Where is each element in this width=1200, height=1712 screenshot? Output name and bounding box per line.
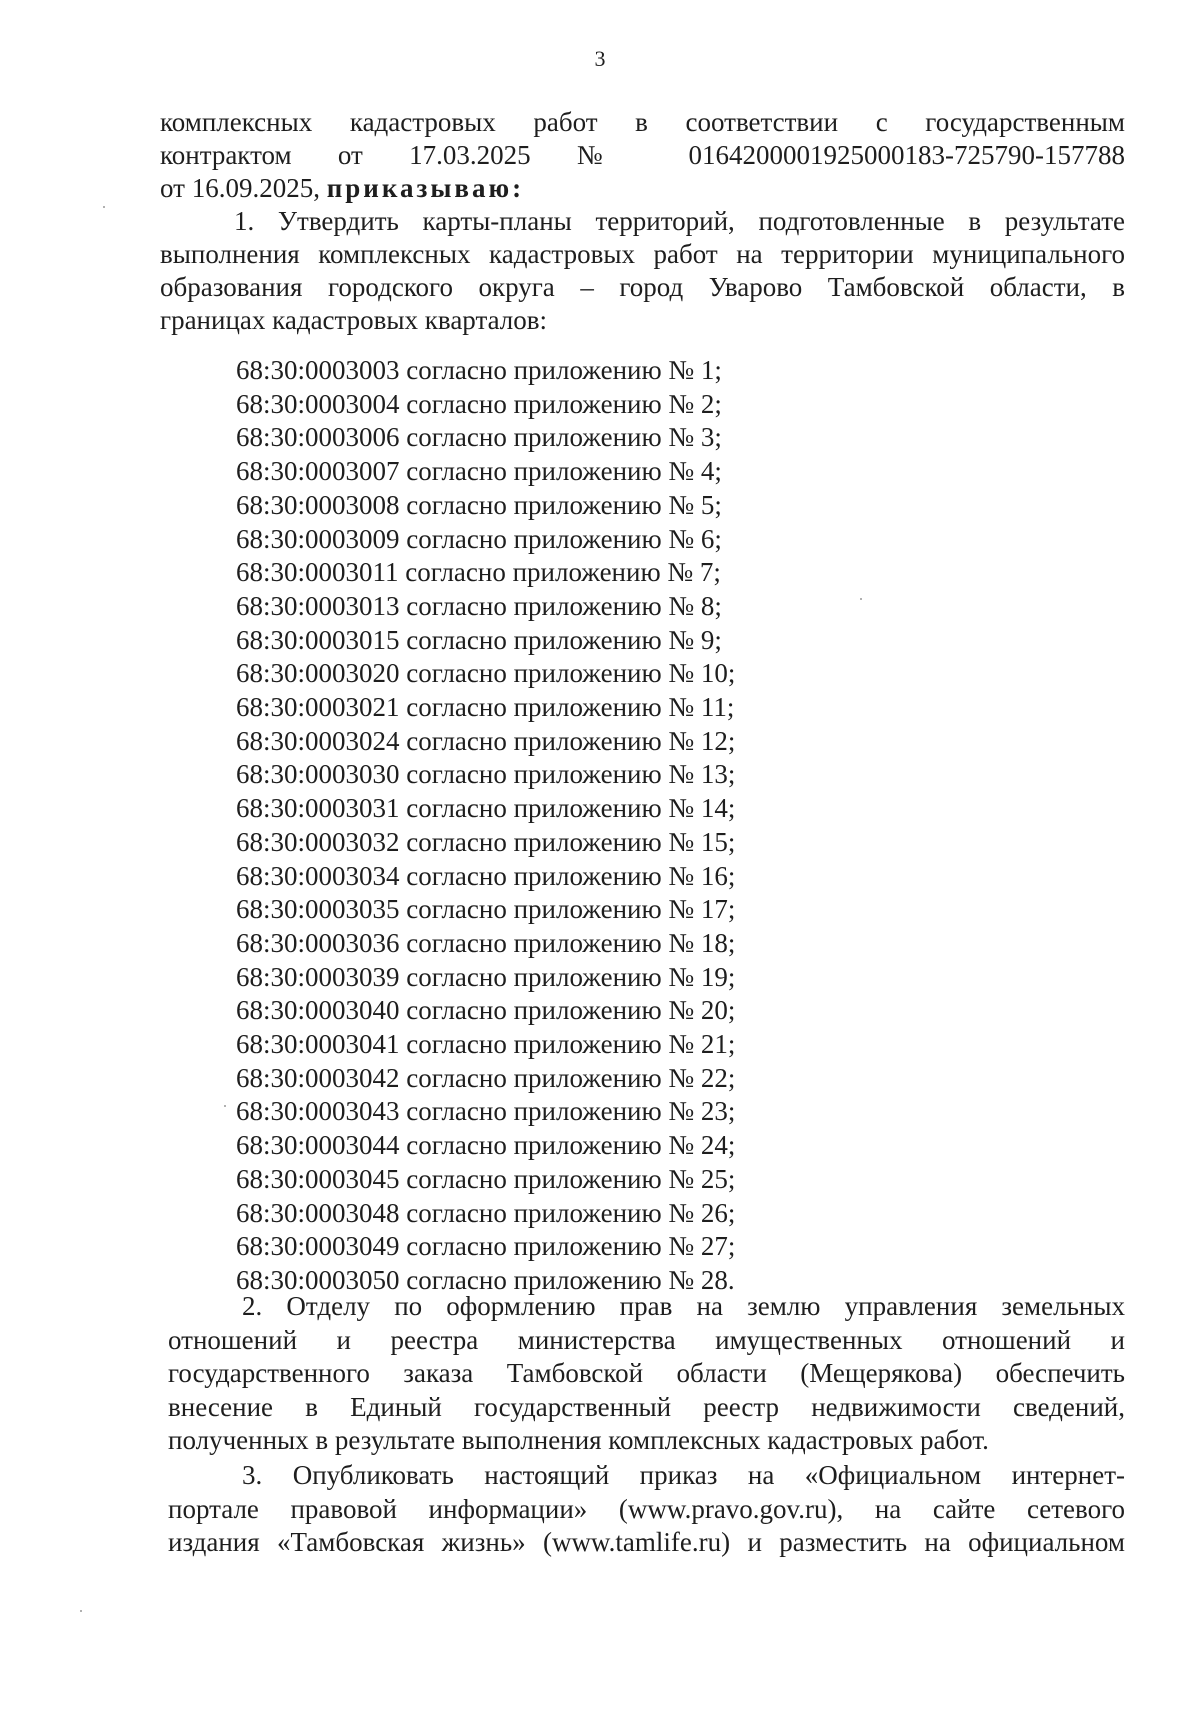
item2-line-3: государственного заказа Тамбовской области (Мещерякова) обеспечить: [168, 1358, 1125, 1388]
intro-line-1: комплексных кадастровых работ в соответствии с государственным: [160, 107, 1125, 137]
quarter-item: 68:30:0003043 согласно приложению № 23;: [236, 1096, 736, 1127]
page-number: 3: [594, 46, 606, 71]
item2-line-4: внесение в Единый государственный реестр недвижимости сведений,: [168, 1391, 1125, 1422]
scan-speck: [80, 1610, 82, 1612]
quarter-item: 68:30:0003040 согласно приложению № 20;: [236, 995, 736, 1026]
scan-speck: [224, 1105, 226, 1107]
quarter-item: 68:30:0003024 согласно приложению № 12;: [236, 725, 736, 756]
item3-line-1: 3. Опубликовать настоящий приказ на «Официальном интернет-: [242, 1460, 1125, 1490]
quarter-item: 68:30:0003036 согласно приложению № 18;: [236, 927, 736, 958]
item2-line-5: полученных в результате выполнения комплексных кадастровых работ.: [168, 1425, 989, 1455]
item3-line-3: издания «Тамбовская жизнь» (www.tamlife.ru) и разместить на официальном: [168, 1527, 1125, 1557]
quarter-item: 68:30:0003030 согласно приложению № 13;: [236, 759, 736, 790]
quarter-item: 68:30:0003034 согласно приложению № 16;: [236, 860, 736, 891]
quarter-item: 68:30:0003049 согласно приложению № 27;: [236, 1231, 736, 1262]
quarter-item: 68:30:0003003 согласно приложению № 1;: [236, 355, 722, 385]
quarter-item: 68:30:0003021 согласно приложению № 11;: [236, 692, 735, 723]
quarter-item: 68:30:0003041 согласно приложению № 21;: [236, 1029, 736, 1060]
item2-line-2: отношений и реестра министерства имущественных отношений и: [168, 1324, 1125, 1355]
cadastral-quarters-list: [236, 354, 735, 1298]
quarter-item: 68:30:0003048 согласно приложению № 26;: [236, 1197, 736, 1228]
quarter-item: 68:30:0003015 согласно приложению № 9;: [236, 624, 722, 655]
scan-speck: [103, 206, 105, 208]
item3-paragraph: [168, 1459, 1125, 1560]
quarter-item: 68:30:0003042 согласно приложению № 22;: [236, 1062, 736, 1093]
item1-line-3: образования городского округа – город Уварово Тамбовской области, в: [160, 272, 1125, 302]
quarter-item: 68:30:0003011 согласно приложению № 7;: [236, 557, 721, 588]
item2-line-1: 2. Отделу по оформлению прав на землю управления земельных: [242, 1291, 1125, 1321]
intro-line-3: [160, 172, 1125, 205]
quarter-item: 68:30:0003045 согласно приложению № 25;: [236, 1163, 736, 1194]
item3-line-2: портале правовой информации» (www.pravo.gov.ru), на сайте сетевого: [168, 1493, 1125, 1524]
quarter-item: 68:30:0003006 согласно приложению № 3;: [236, 422, 722, 453]
order-word: приказываю:: [326, 173, 525, 203]
quarter-item: 68:30:0003035 согласно приложению № 17;: [236, 894, 736, 925]
quarter-item: 68:30:0003031 согласно приложению № 14;: [236, 793, 736, 824]
intro-line-2: контрактом от 17.03.2025 № 0164200001925000183-725790-157788: [160, 140, 1125, 170]
item1-line-2: выполнения комплексных кадастровых работ на территории муниципального: [160, 239, 1125, 269]
item1-line-1: 1. Утвердить карты-планы территорий, подготовленные в результате: [234, 206, 1125, 236]
scan-speck: [860, 598, 862, 600]
quarter-item: 68:30:0003009 согласно приложению № 6;: [236, 523, 722, 554]
quarter-item: 68:30:0003032 согласно приложению № 15;: [236, 826, 736, 857]
quarter-item: 68:30:0003020 согласно приложению № 10;: [236, 658, 736, 689]
quarter-item: 68:30:0003050 согласно приложению № 28.: [236, 1264, 735, 1295]
item2-paragraph: [168, 1290, 1125, 1458]
intro-paragraph: [160, 106, 1125, 337]
quarter-item: 68:30:0003004 согласно приложению № 2;: [236, 388, 722, 419]
quarter-item: 68:30:0003039 согласно приложению № 19;: [236, 961, 736, 992]
quarter-item: 68:30:0003044 согласно приложению № 24;: [236, 1130, 736, 1161]
intro-date: от 16.09.2025,: [160, 173, 320, 203]
quarter-item: 68:30:0003013 согласно приложению № 8;: [236, 590, 722, 621]
quarter-item: 68:30:0003007 согласно приложению № 4;: [236, 456, 722, 487]
quarter-item: 68:30:0003008 согласно приложению № 5;: [236, 489, 722, 520]
item1-line-4: границах кадастровых кварталов:: [160, 305, 548, 335]
